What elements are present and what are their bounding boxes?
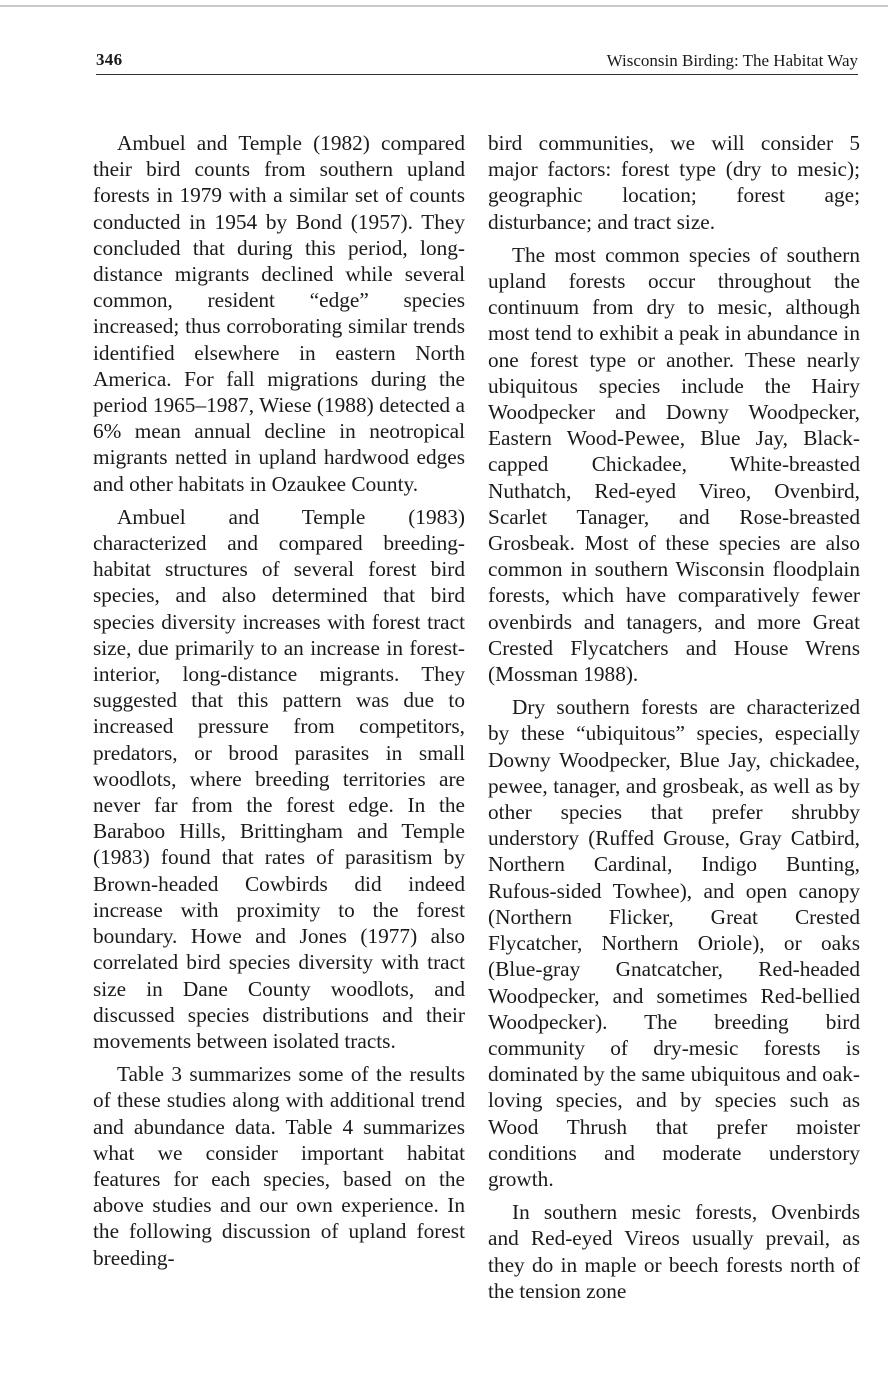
paragraph-continued: bird communities, we will consider 5 major factors: forest type (dry to mesic); geographic location; forest age; disturbance; and tract size. <box>488 131 860 234</box>
paragraph: Dry southern forests are characterized by these “ubiquitous” species, especially Downy Woodpecker, Blue Jay, chickadee, pewee, tanager, and grosbeak, as well as by other species that prefer shrubby understory (Ruffed Grouse, Gray Catbird, Northern Cardinal, Indigo Bunting, Rufous-sided Towhee), and open canopy (Northern Flicker, Great Crested Flycatcher, Northern Oriole), or oaks (Blue-gray Gnatcatcher, Red-headed Woodpecker, and sometimes Red-bellied Woodpecker). The breeding bird community of dry-mesic forests is dominated by the same ubiquitous and oak-loving species, and by species such as Wood Thrush that prefer moister conditions and moderate understory growth. <box>488 695 860 1191</box>
paragraph: The most common species of southern upland forests occur throughout the continuum from dry to mesic, although most tend to exhibit a peak in abundance in one forest type or another. These nearly ubiquitous species include the Hairy Woodpecker and Downy Woodpecker, Eastern Wood-Pewee, Blue Jay, Black-capped Chickadee, White-breasted Nuthatch, Red-eyed Vireo, Ovenbird, Scarlet Tanager, and Rose-breasted Grosbeak. Most of these species are also common in southern Wisconsin floodplain forests, which have comparatively fewer ovenbirds and tanagers, and more Great Crested Flycatchers and House Wrens (Mossman 1988). <box>488 242 860 687</box>
paragraph: Ambuel and Temple (1983) characterized and compared breeding-habitat structures of several forest bird species, and also determined that bird species diversity increases with forest tract size, due primarily to an increase in forest-interior, long-distance migrants. They suggested that this pattern was due to increased pressure from competitors, predators, or brood parasites in small woodlots, where breeding territories are never far from the forest edge. In the Baraboo Hills, Brittingham and Temple (1983) found that rates of parasitism by Brown-headed Cowbirds did indeed increase with proximity to the forest boundary. Howe and Jones (1977) also correlated bird species diversity with tract size in Dane County woodlots, and discussed species distributions and their movements between isolated tracts. <box>93 504 465 1053</box>
left-column <box>93 130 465 1278</box>
page-number: 346 <box>96 50 123 69</box>
scan-edge-line <box>0 5 888 7</box>
paragraph: Table 3 summarizes some of the results of these studies along with additional trend and abundance data. Table 4 summarizes what we consider important habitat features for each species, based on the above studies and our own experience. In the following discussion of upland forest breeding- <box>93 1062 465 1270</box>
paragraph: In southern mesic forests, Ovenbirds and Red-eyed Vireos usually prevail, as they do in maple or beech forests north of the tension zone <box>488 1200 860 1303</box>
right-column <box>488 130 860 1311</box>
running-title: Wisconsin Birding: The Habitat Way <box>606 51 858 70</box>
paragraph: Ambuel and Temple (1982) compared their bird counts from southern upland forests in 1979 with a similar set of counts conducted in 1954 by Bond (1957). They concluded that during this period, long-distance migrants declined while several common, resident “edge” species increased; thus corroborating similar trends identified elsewhere in eastern North America. For fall migrations during the period 1965–1987, Wiese (1988) detected a 6% mean annual decline in neotropical migrants netted in upland hardwood edges and other habitats in Ozaukee County. <box>93 131 465 496</box>
page-header <box>96 48 858 75</box>
